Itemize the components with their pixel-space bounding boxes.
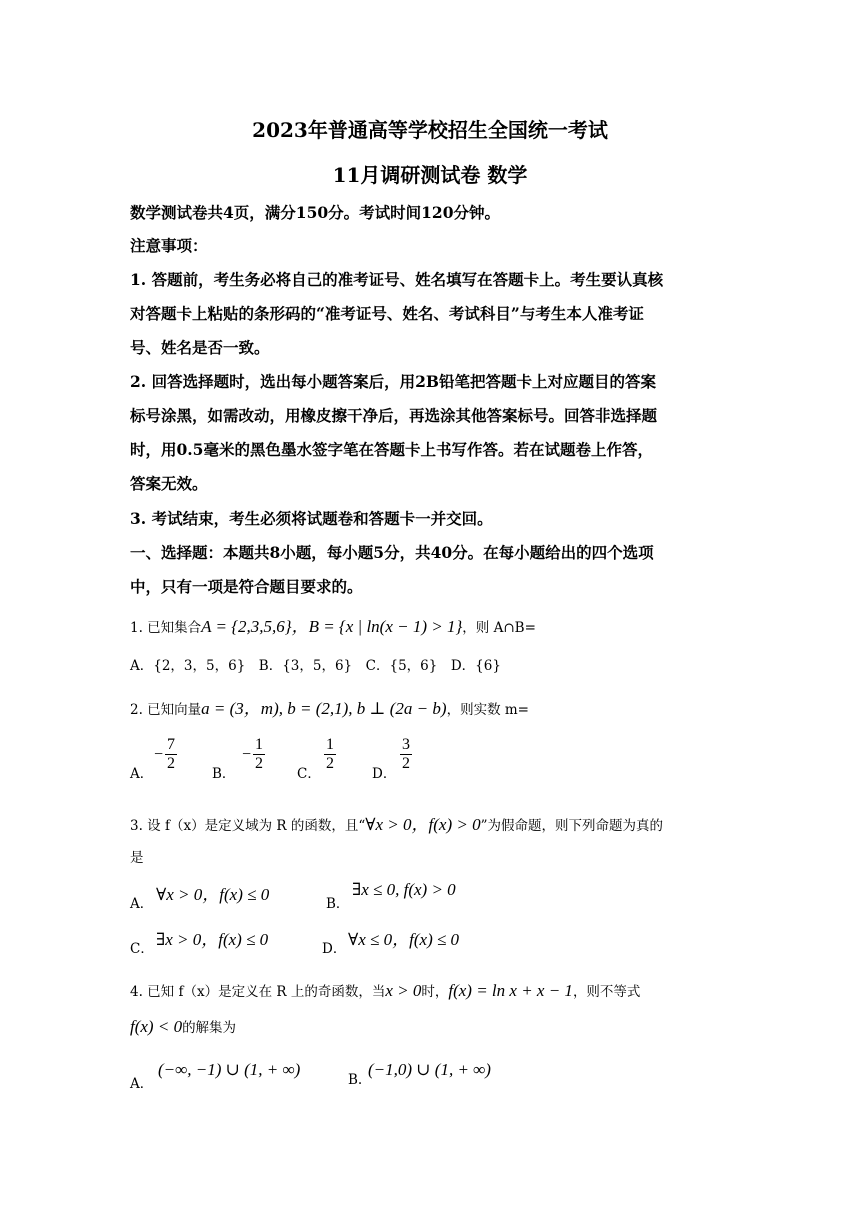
option-c-label: C． — [130, 941, 154, 957]
question-4-mid: 时， — [421, 984, 449, 1000]
question-3-options-row-1 — [130, 880, 730, 910]
question-1-set-a: A = {2,3,5,6}， — [201, 617, 309, 636]
question-3 — [130, 810, 663, 835]
question-1-options: A．{2，3，5，6} B．{3，5，6} C．{5，6} D．{6} — [130, 658, 501, 674]
question-4-function: f(x) = ln x + x − 1 — [448, 981, 573, 1000]
question-2-suffix: ，则实数 m= — [446, 702, 529, 718]
option-c-label: C． — [297, 766, 321, 782]
option-d-value: ∀x ≤ 0，f(x) ≤ 0 — [348, 930, 460, 949]
question-3-statement: ∀x > 0，f(x) > 0 — [365, 815, 481, 834]
option-a-value: ∀x > 0，f(x) ≤ 0 — [156, 885, 270, 904]
option-d-label: D． — [372, 766, 397, 782]
exam-subtitle: 11月调研测试卷 数学 — [332, 163, 528, 187]
note-1-line-3: 号、姓名是否一致。 — [130, 338, 270, 357]
question-3-prefix: 3. 设 f（x）是定义域为 R 的函数，且“ — [130, 818, 366, 834]
question-1 — [130, 612, 536, 637]
question-2-prefix: 2. 已知向量 — [130, 702, 202, 718]
note-2-line-3: 时，用0.5毫米的黑色墨水签字笔在答题卡上书写作答。若在试题卷上作答， — [130, 440, 653, 459]
option-a-value: − $\frac{7}{2}$ — [154, 736, 176, 772]
question-1-prefix: 1. 已知集合 — [130, 620, 202, 636]
option-b-label: B． — [212, 766, 236, 782]
question-2-vectors: a = (3，m), b = (2,1), b ⊥ (2a − b) — [201, 699, 447, 718]
question-4-line-2 — [130, 1016, 236, 1037]
question-4-condition: x > 0 — [385, 981, 422, 1000]
note-2-line-4: 答案无效。 — [130, 474, 208, 493]
option-b-value: (−1,0) ∪ (1, + ∞) — [368, 1060, 491, 1079]
option-c-value: $\frac{1}{2}$ — [326, 736, 334, 772]
option-c-value: ∃x > 0，f(x) ≤ 0 — [156, 930, 269, 949]
exam-title: 2023年普通高等学校招生全国统一考试 — [252, 118, 608, 142]
option-a-label: A． — [130, 896, 154, 912]
exam-intro: 数学测试卷共4页，满分150分。考试时间120分钟。 — [130, 203, 500, 222]
option-d-value: $\frac{3}{2}$ — [402, 736, 410, 772]
option-d-label: D． — [322, 941, 347, 957]
note-1-line-2: 对答题卡上粘贴的条形码的“准考证号、姓名、考试科目”与考生本人准考证 — [130, 304, 644, 323]
question-1-set-b: B = {x | ln(x − 1) > 1} — [308, 617, 463, 636]
option-b-label: B． — [326, 896, 350, 912]
question-3-options-row-2 — [130, 925, 730, 955]
question-4-inequality: f(x) < 0 — [130, 1017, 183, 1036]
option-a-value: (−∞, −1) ∪ (1, + ∞) — [158, 1060, 301, 1079]
note-2-line-2: 标号涂黑，如需改动，用橡皮擦干净后，再选涂其他答案标号。回答非选择题 — [130, 406, 658, 425]
question-3-suffix: ”为假命题，则下列命题为真的 — [480, 818, 663, 834]
option-a-label: A． — [130, 1076, 154, 1092]
section-heading-line-2: 中，只有一项是符合题目要求的。 — [130, 577, 363, 596]
option-b-value: − $\frac{1}{2}$ — [242, 736, 264, 772]
notes-heading: 注意事项： — [130, 236, 208, 255]
note-2-line-1: 2. 回答选择题时，选出每小题答案后，用2B铅笔把答题卡上对应题目的答案 — [130, 372, 656, 391]
option-b-label: B. — [348, 1072, 363, 1088]
question-2 — [130, 694, 529, 719]
question-4-line-2-suffix: 的解集为 — [182, 1020, 237, 1036]
question-4-suffix: ，则不等式 — [572, 984, 641, 1000]
option-a-label: A． — [130, 766, 154, 782]
question-4 — [130, 980, 730, 1001]
question-1-suffix: ，则 A∩B= — [462, 620, 536, 636]
section-heading-line-1: 一、选择题：本题共8小题，每小题5分，共40分。在每小题给出的四个选项 — [130, 543, 654, 562]
question-4-options — [130, 1060, 730, 1090]
question-4-prefix: 4. 已知 f（x）是定义在 R 上的奇函数，当 — [130, 984, 386, 1000]
note-3: 3. 考试结束，考生必须将试题卷和答题卡一并交回。 — [130, 509, 493, 528]
note-1-line-1: 1. 答题前，考生务必将自己的准考证号、姓名填写在答题卡上。考生要认真核 — [130, 270, 664, 289]
question-3-line-2: 是 — [130, 850, 144, 866]
option-b-value: ∃x ≤ 0, f(x) > 0 — [352, 880, 456, 899]
